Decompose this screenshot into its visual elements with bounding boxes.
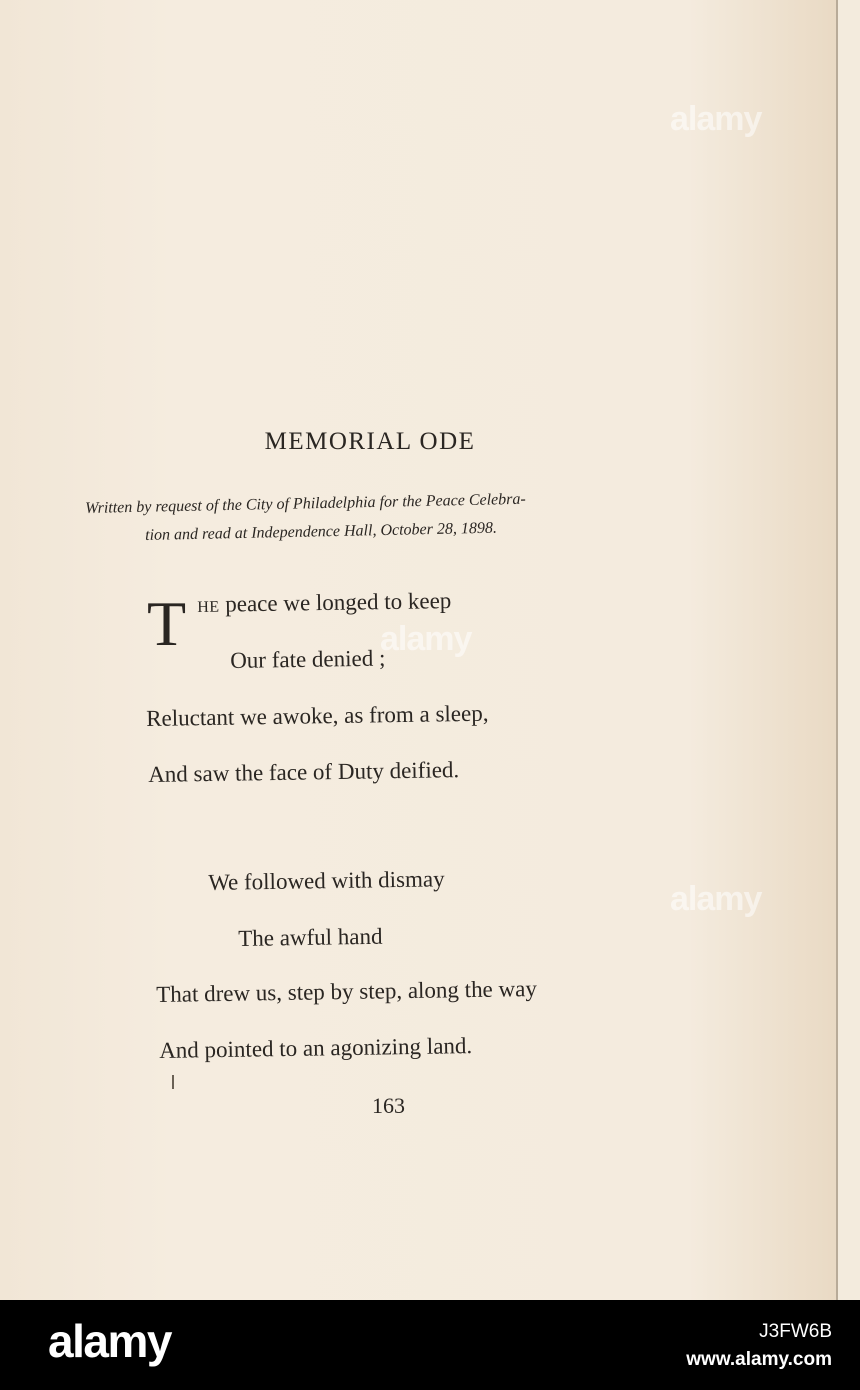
footer-meta [686,1318,832,1374]
small-caps-text: HE [197,598,220,616]
stanza2-line-2: The awful hand [238,923,383,951]
watermark: alamy [670,100,762,138]
alamy-logo: alamy [48,1315,171,1367]
stanza1-line-3: Reluctant we awoke, as from a sleep, [146,700,489,731]
stanza2-line-1: We followed with dismay [208,866,445,895]
stanza1-line-1-text: peace we longed to keep [219,588,452,617]
page-edge-line [836,0,838,1300]
stanza1-line-1 [197,588,452,618]
page-margin [838,0,860,1300]
subtitle-line-2: tion and read at Independence Hall, October 28, 1898. [145,519,498,544]
drop-cap: T [147,588,187,659]
page-number: 163 [372,1093,405,1118]
stanza1-line-2: Our fate denied ; [230,645,386,673]
pencil-mark [172,1075,174,1089]
poem-title: MEMORIAL ODE [264,428,476,455]
image-id: J3FW6B [759,1321,832,1342]
subtitle-line-1: Written by request of the City of Philadelphia for the Peace Celebra- [85,490,526,517]
stanza1-line-4: And saw the face of Duty deified. [148,757,460,787]
watermark: alamy [670,880,762,918]
footer-url: www.alamy.com [686,1349,832,1370]
watermark: alamy [380,620,472,658]
stanza2-line-3: That drew us, step by step, along the way [156,976,538,1007]
stanza2-line-4: And pointed to an agonizing land. [159,1033,473,1063]
watermark-footer [0,1300,860,1390]
